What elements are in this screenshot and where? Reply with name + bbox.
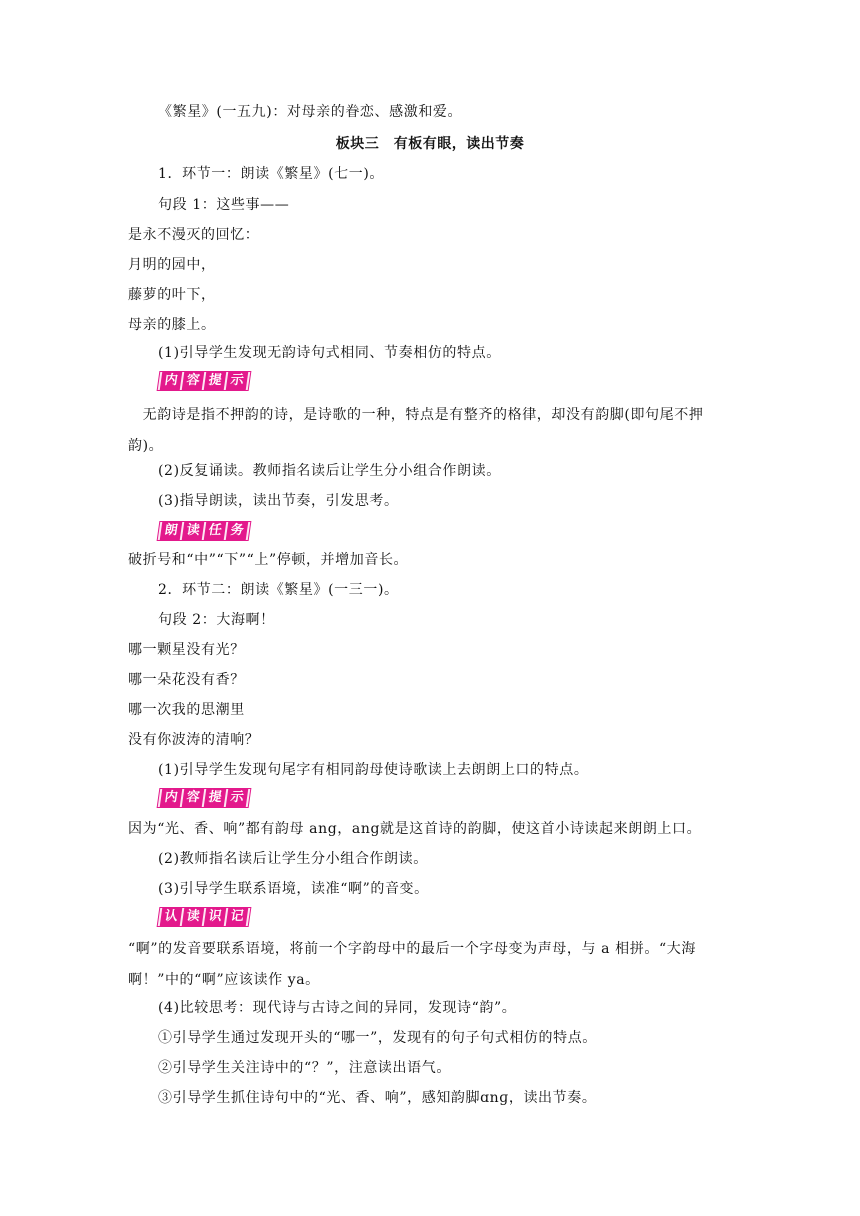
text-line: (4)比较思考：现代诗与古诗之间的异同，发现诗“韵”。 bbox=[158, 1000, 517, 1016]
badge-char: 朗 bbox=[160, 522, 183, 540]
badge-char: 识 bbox=[204, 908, 227, 926]
badge-char: 认 bbox=[160, 908, 183, 926]
content-tip-badge bbox=[158, 788, 250, 808]
text-line: ②引导学生关注诗中的“？”，注意读出语气。 bbox=[158, 1060, 451, 1076]
text-line: 哪一颗星没有光？ bbox=[128, 642, 245, 658]
text-line: (1)引导学生发现无韵诗句式相同、节奏相仿的特点。 bbox=[158, 345, 501, 361]
text-line: (1)引导学生发现句尾字有相同韵母使诗歌读上去朗朗上口的特点。 bbox=[158, 762, 589, 778]
badge-char: 提 bbox=[204, 372, 227, 390]
text-line: ①引导学生通过发现开头的“哪一”，发现有的句子句式相仿的特点。 bbox=[158, 1030, 597, 1046]
badge-char: 示 bbox=[226, 372, 249, 390]
text-line: 2．环节二：朗读《繁星》(一三一)。 bbox=[158, 582, 399, 598]
badge-char: 记 bbox=[226, 908, 249, 926]
badge-char: 内 bbox=[160, 372, 183, 390]
text-line: ③引导学生抓住诗句中的“光、香、响”，感知韵脚ɑnɡ，读出节奏。 bbox=[158, 1090, 597, 1106]
text-line: 句段 2：大海啊！ bbox=[158, 612, 275, 628]
text-paragraph: 无韵诗是指不押韵的诗，是诗歌的一种，特点是有整齐的格律，却没有韵脚(即句尾不押韵)。 bbox=[128, 407, 704, 454]
badge-char: 读 bbox=[182, 908, 205, 926]
text-line: 哪一朵花没有香？ bbox=[128, 672, 245, 688]
badge-char: 读 bbox=[182, 522, 205, 540]
text-line: 月明的园中， bbox=[128, 257, 216, 273]
badge-char: 容 bbox=[182, 789, 205, 807]
text-line: (2)教师指名读后让学生分小组合作朗读。 bbox=[158, 851, 428, 867]
text-line: 没有你波涛的清响？ bbox=[128, 732, 260, 748]
section-heading: 板块三 有板有眼，读出节奏 bbox=[335, 136, 525, 152]
text-line: 是永不漫灭的回忆： bbox=[128, 227, 260, 243]
badge-char: 容 bbox=[182, 372, 205, 390]
text-line: 因为“光、香、响”都有韵母 ang，ang就是这首诗的韵脚，使这首小诗读起来朗朗上口。 bbox=[128, 821, 702, 837]
text-line: (2)反复诵读。教师指名读后让学生分小组合作朗读。 bbox=[158, 463, 501, 479]
badge-char: 提 bbox=[204, 789, 227, 807]
badge-char: 示 bbox=[226, 789, 249, 807]
text-line: 句段 1：这些事—— bbox=[158, 197, 290, 213]
badge-char: 务 bbox=[226, 522, 249, 540]
badge-char: 任 bbox=[204, 522, 227, 540]
text-line: 藤萝的叶下， bbox=[128, 287, 216, 303]
text-paragraph: “啊”的发音要联系语境，将前一个字韵母中的最后一个字母变为声母，与 a 相拼。“大海啊！”中的“啊”应该读作 ya。 bbox=[128, 941, 696, 988]
text-line: (3)指导朗读，读出节奏，引发思考。 bbox=[158, 493, 399, 509]
content-tip-badge bbox=[158, 371, 250, 391]
text-line: (3)引导学生联系语境，读准“啊”的音变。 bbox=[158, 881, 429, 897]
reading-task-badge bbox=[158, 521, 250, 541]
text-line: 破折号和“中”“下”“上”停顿，并增加音长。 bbox=[128, 552, 409, 568]
badge-char: 内 bbox=[160, 789, 183, 807]
text-line: 母亲的膝上。 bbox=[128, 317, 216, 333]
recognize-remember-badge bbox=[158, 907, 250, 927]
text-line: 1．环节一：朗读《繁星》(七一)。 bbox=[158, 166, 385, 182]
text-line: 哪一次我的思潮里 bbox=[128, 702, 245, 718]
text-line: 《繁星》(一五九)：对母亲的眷恋、感激和爱。 bbox=[158, 104, 463, 120]
